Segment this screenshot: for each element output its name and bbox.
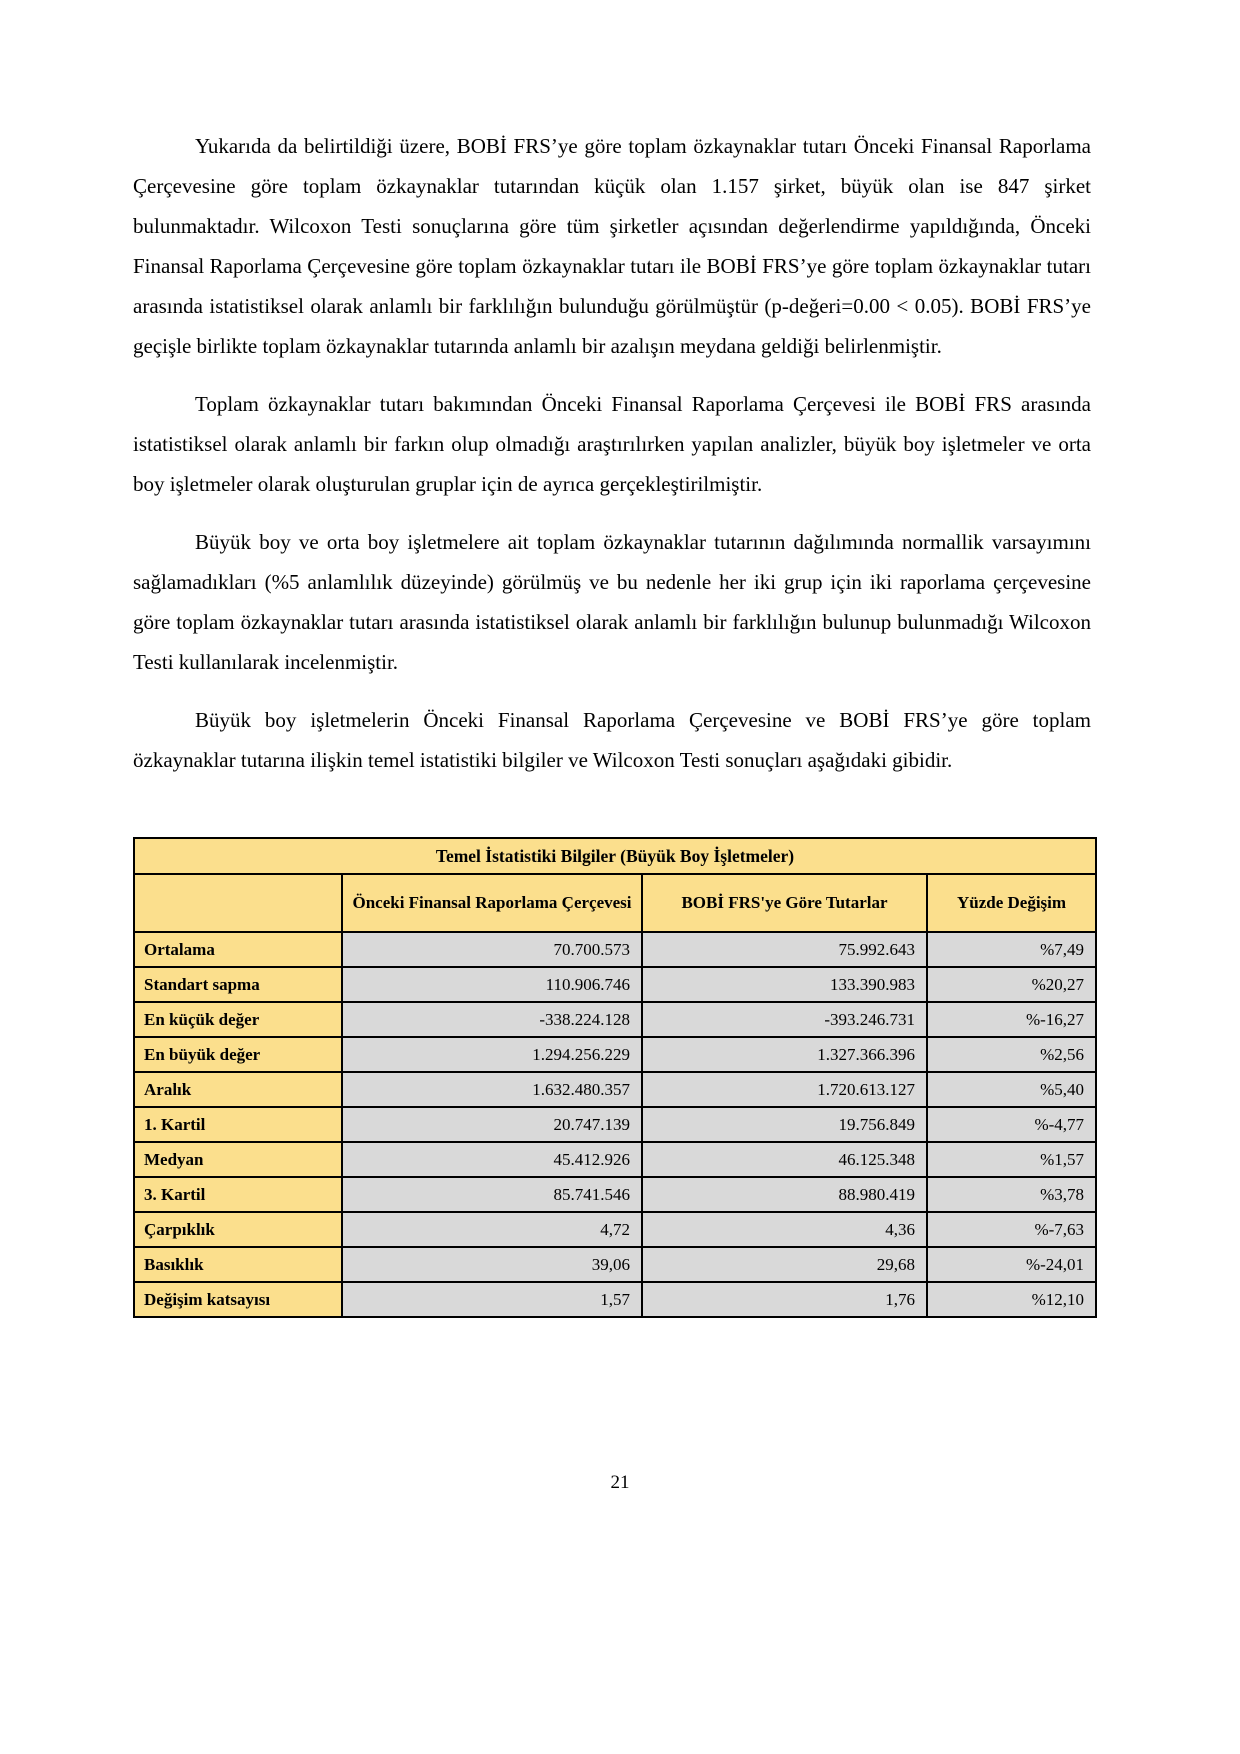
table-row (134, 1142, 1096, 1177)
value-cell: 110.906.746 (342, 967, 642, 1002)
value-cell: 46.125.348 (642, 1142, 927, 1177)
row-label-cell: 1. Kartil (134, 1107, 342, 1142)
table-row (134, 1002, 1096, 1037)
table-row (134, 1177, 1096, 1212)
value-cell: 88.980.419 (642, 1177, 927, 1212)
value-cell: 29,68 (642, 1247, 927, 1282)
value-cell: 70.700.573 (342, 932, 642, 967)
column-header: Yüzde Değişim (927, 874, 1096, 932)
table-row (134, 1107, 1096, 1142)
table-header-row (134, 874, 1096, 932)
value-cell: 75.992.643 (642, 932, 927, 967)
value-cell: 4,72 (342, 1212, 642, 1247)
percent-change-cell: %20,27 (927, 967, 1096, 1002)
page-number: 21 (610, 1472, 630, 1493)
value-cell: 39,06 (342, 1247, 642, 1282)
value-cell: 1,76 (642, 1282, 927, 1317)
corner-cell (134, 874, 342, 932)
value-cell: 1,57 (342, 1282, 642, 1317)
table-row (134, 1282, 1096, 1317)
percent-change-cell: %-4,77 (927, 1107, 1096, 1142)
percent-change-cell: %1,57 (927, 1142, 1096, 1177)
value-cell: 1.632.480.357 (342, 1072, 642, 1107)
table-row (134, 1212, 1096, 1247)
value-cell: 20.747.139 (342, 1107, 642, 1142)
row-label-cell: 3. Kartil (134, 1177, 342, 1212)
paragraph: Yukarıda da belirtildiği üzere, BOBİ FRS’ye göre toplam özkaynaklar tutarı Önceki Finansal Raporlama Çerçevesine göre toplam özkaynaklar tutarından küçük olan 1.157 şirket, büyük olan ise 847 şirket bulunmaktadır. Wilcoxon Testi sonuçlarına göre tüm şirketler açısından değerlendirme yapıldığında, Önceki Finansal Raporlama Çerçevesine göre toplam özkaynaklar tutarı ile BOBİ FRS’ye göre toplam özkaynaklar tutarı arasında istatistiksel olarak anlamlı bir farklılığın bulunduğu görülmüştür (p-değeri=0.00 < 0.05). BOBİ FRS’ye geçişle birlikte toplam özkaynaklar tutarında anlamlı bir azalışın meydana geldiği belirlenmiştir. (133, 134, 1091, 358)
row-label-cell: Ortalama (134, 932, 342, 967)
paragraph: Toplam özkaynaklar tutarı bakımından Önceki Finansal Raporlama Çerçevesi ile BOBİ FRS arasında istatistiksel olarak anlamlı bir farkın olup olmadığı araştırılırken yapılan analizler, büyük boy işletmeler ve orta boy işletmeler olarak oluşturulan gruplar için de ayrıca gerçekleştirilmiştir. (133, 392, 1091, 496)
percent-change-cell: %7,49 (927, 932, 1096, 967)
value-cell: -338.224.128 (342, 1002, 642, 1037)
paragraph: Büyük boy işletmelerin Önceki Finansal Raporlama Çerçevesine ve BOBİ FRS’ye göre toplam özkaynaklar tutarına ilişkin temel istatistiki bilgiler ve Wilcoxon Testi sonuçları aşağıdaki gibidir. (133, 708, 1091, 772)
percent-change-cell: %-7,63 (927, 1212, 1096, 1247)
page-content (133, 126, 1091, 1318)
value-cell: 1.327.366.396 (642, 1037, 927, 1072)
percent-change-cell: %-16,27 (927, 1002, 1096, 1037)
table-row (134, 1037, 1096, 1072)
row-label-cell: En büyük değer (134, 1037, 342, 1072)
value-cell: 19.756.849 (642, 1107, 927, 1142)
row-label-cell: Basıklık (134, 1247, 342, 1282)
value-cell: -393.246.731 (642, 1002, 927, 1037)
table-body (134, 932, 1096, 1317)
table-row (134, 1247, 1096, 1282)
column-header: Önceki Finansal Raporlama Çerçevesi (342, 874, 642, 932)
row-label-cell: Standart sapma (134, 967, 342, 1002)
row-label-cell: Çarpıklık (134, 1212, 342, 1247)
percent-change-cell: %3,78 (927, 1177, 1096, 1212)
body-text (133, 126, 1091, 780)
table-title: Temel İstatistiki Bilgiler (Büyük Boy İşletmeler) (134, 838, 1096, 874)
table-row (134, 932, 1096, 967)
row-label-cell: Medyan (134, 1142, 342, 1177)
row-label-cell: Değişim katsayısı (134, 1282, 342, 1317)
percent-change-cell: %2,56 (927, 1037, 1096, 1072)
value-cell: 1.720.613.127 (642, 1072, 927, 1107)
row-label-cell: En küçük değer (134, 1002, 342, 1037)
value-cell: 133.390.983 (642, 967, 927, 1002)
value-cell: 4,36 (642, 1212, 927, 1247)
percent-change-cell: %5,40 (927, 1072, 1096, 1107)
value-cell: 45.412.926 (342, 1142, 642, 1177)
paragraph: Büyük boy ve orta boy işletmelere ait toplam özkaynaklar tutarının dağılımında normallik varsayımını sağlamadıkları (%5 anlamlılık düzeyinde) görülmüş ve bu nedenle her iki grup için iki raporlama çerçevesine göre toplam özkaynaklar tutarı arasında istatistiksel olarak anlamlı bir farklılığın bulunup bulunmadığı Wilcoxon Testi kullanılarak incelenmiştir. (133, 530, 1091, 674)
table-row (134, 967, 1096, 1002)
statistics-table (133, 837, 1097, 1318)
table-head (134, 838, 1096, 932)
value-cell: 1.294.256.229 (342, 1037, 642, 1072)
column-header: BOBİ FRS'ye Göre Tutarlar (642, 874, 927, 932)
row-label-cell: Aralık (134, 1072, 342, 1107)
table-row (134, 1072, 1096, 1107)
percent-change-cell: %-24,01 (927, 1247, 1096, 1282)
percent-change-cell: %12,10 (927, 1282, 1096, 1317)
value-cell: 85.741.546 (342, 1177, 642, 1212)
table-title-row (134, 838, 1096, 874)
